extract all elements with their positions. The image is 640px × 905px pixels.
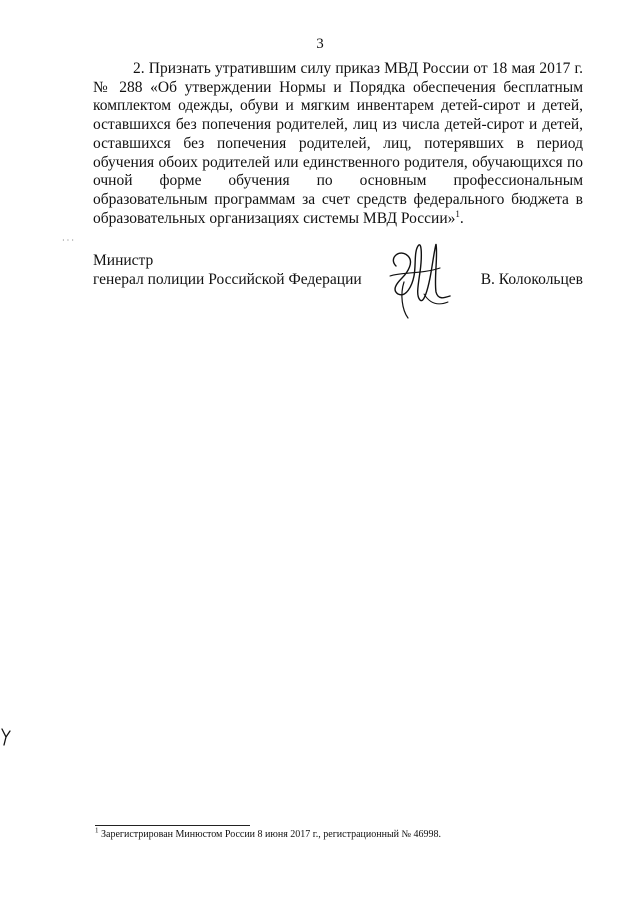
footnote-text: Зарегистрирован Минюстом России 8 июня 2017 г., регистрационный № 46998.: [98, 829, 442, 840]
footnote-reference: 1: [455, 208, 460, 219]
page-number: 3: [316, 36, 324, 52]
signatory-rank: генерал полиции Российской Федерации: [93, 271, 362, 288]
body-paragraph: 2. Признать утратившим силу приказ МВД России от 18 мая 2017 г. № 288 «Об утверждении Нормы и Порядка обеспечения бесплатным комплектом одежды, обуви и мягким инвентарем детей-сирот и детей, оставшихся без попечения родителей, лиц из числа детей-сирот и детей, оставшихся без попечения родителей, лиц, потерявших в период обучения обоих родителей или единственного родителя, обучающихся по очной форме обучения по основным профессиональным образовательным программам за счет средств федерального бюджета в образовательных организациях системы МВД России»$^1$.: [93, 60, 583, 227]
margin-dots: · · ·: [62, 236, 74, 245]
handwritten-signature: [378, 238, 458, 322]
footnote-marker: 1: [95, 826, 99, 835]
signatory-title: Министр: [93, 252, 154, 269]
footnote: [95, 826, 575, 841]
footnote-separator: [95, 825, 250, 826]
margin-mark: [0, 727, 12, 747]
signature-block: [93, 252, 583, 322]
paragraph-text: 2. Признать утратившим силу приказ МВД России от 18 мая 2017 г. № 288 «Об утверждении Нормы и Порядка обеспечения бесплатным комплектом одежды, обуви и мягким инвентарем детей-сирот и детей, оставшихся без попечения родителей, лиц из числа детей-сирот и детей, оставшихся без попечения родителей, лиц, потерявших в период обучения обоих родителей или единственного родителя, обучающихся по очной форме обучения по основным профессиональным образовательным программам за счет средств федерального бюджета в образовательных организациях системы МВД России»: [93, 60, 583, 227]
signatory-name: В. Колокольцев: [480, 271, 583, 288]
